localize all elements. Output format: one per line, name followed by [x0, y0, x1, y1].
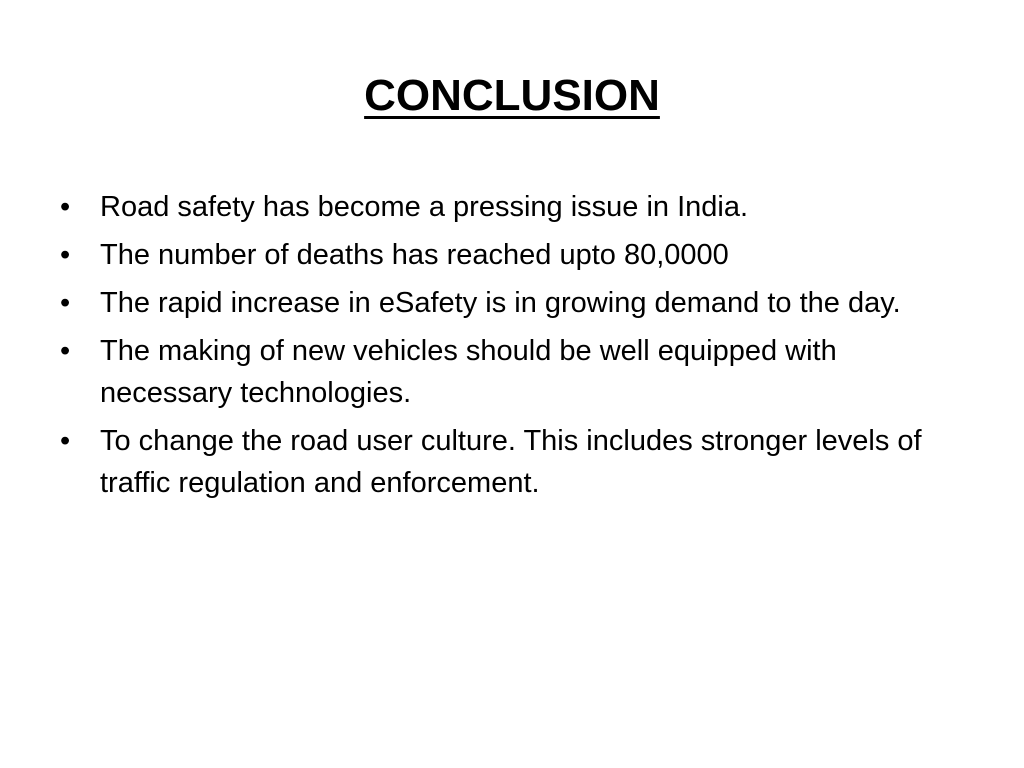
slide-title: CONCLUSION — [364, 71, 660, 120]
bullet-text: To change the road user culture. This includes stronger levels of traffic regulation and enforcement. — [100, 425, 922, 499]
bullet-text: The rapid increase in eSafety is in growing demand to the day. — [100, 287, 901, 319]
bullet-text: The number of deaths has reached upto 80,0000 — [100, 239, 729, 271]
bullet-marker: • — [60, 239, 71, 271]
bullet-item — [60, 234, 960, 276]
bullet-marker: • — [60, 191, 71, 223]
bullet-item — [60, 186, 960, 228]
bullet-item — [60, 420, 960, 504]
bullet-text: Road safety has become a pressing issue in India. — [100, 191, 749, 223]
bullet-marker: • — [60, 335, 71, 367]
bullet-list — [60, 186, 960, 510]
bullet-item — [60, 282, 960, 324]
bullet-marker: • — [60, 287, 71, 319]
bullet-marker: • — [60, 425, 71, 457]
bullet-item — [60, 330, 960, 414]
bullet-text: The making of new vehicles should be well equipped with necessary technologies. — [100, 335, 837, 409]
